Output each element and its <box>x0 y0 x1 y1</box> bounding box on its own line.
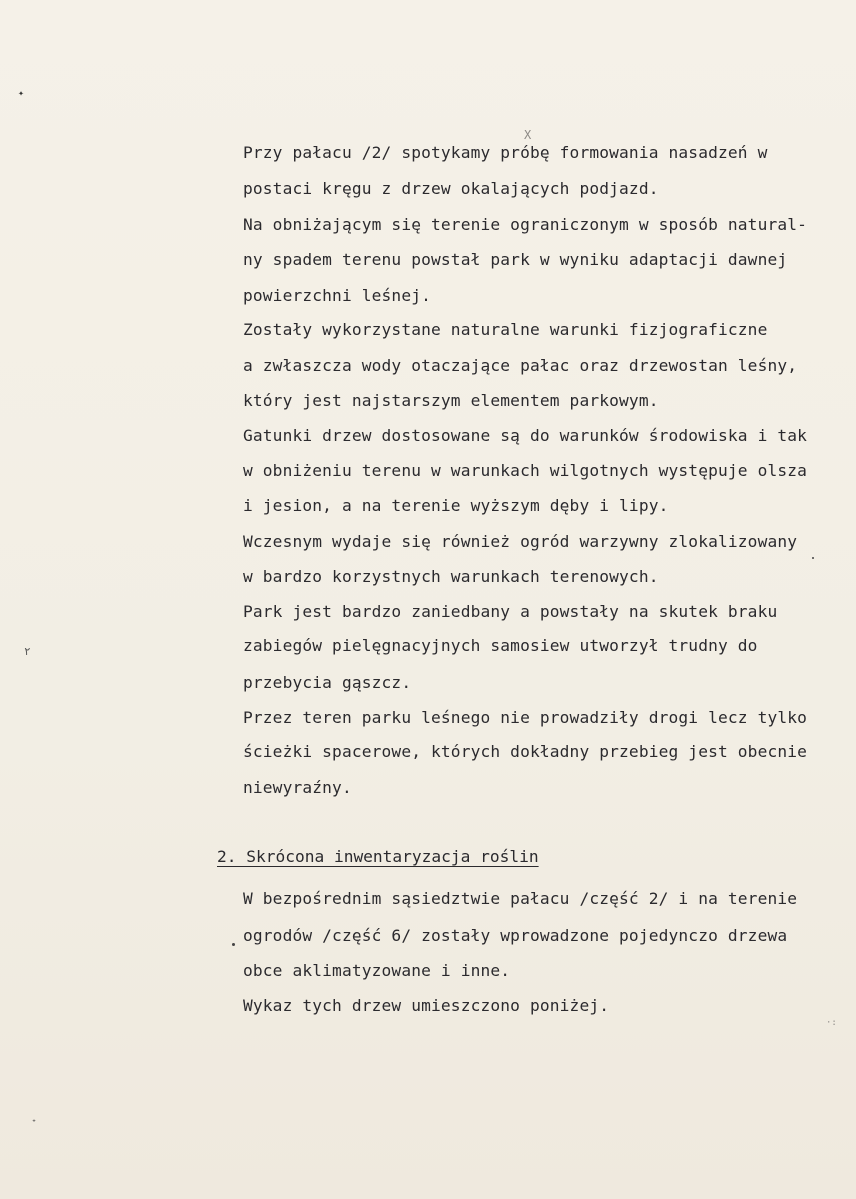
margin-speck: ᐩ <box>32 1118 36 1129</box>
text-line: Przez teren parku leśnego nie prowadziły drogi lecz tylko <box>243 708 808 727</box>
text-line: Zostały wykorzystane naturalne warunki fizjograficzne <box>243 320 768 339</box>
text-line: W bezpośrednim sąsiedztwie pałacu /część 2/ i na terenie <box>243 889 798 908</box>
text-line: Przy pałacu /2/ spotykamy próbę formowania nasadzeń w <box>243 143 768 162</box>
margin-speck: ٢ <box>24 645 31 658</box>
text-line: Park jest bardzo zaniedbany a powstały na skutek braku <box>243 602 778 621</box>
ink-speck <box>812 557 814 559</box>
text-line: ścieżki spacerowe, których dokładny przebieg jest obecnie <box>243 742 808 761</box>
top-mark: X <box>524 128 532 142</box>
text-line: a zwłaszcza wody otaczające pałac oraz drzewostan leśny, <box>243 356 798 375</box>
section-heading: 2. Skrócona inwentaryzacja roślin <box>217 847 539 866</box>
text-line: przebycia gąszcz. <box>243 673 412 692</box>
text-line: Na obniżającym się terenie ograniczonym w sposób natural- <box>243 215 808 234</box>
text-line: postaci kręgu z drzew okalających podjazd. <box>243 179 659 198</box>
margin-speck: ✦ <box>18 88 25 99</box>
text-line: Gatunki drzew dostosowane są do warunków środowiska i tak <box>243 426 808 445</box>
text-line: Wczesnym wydaje się również ogród warzywny zlokalizowany <box>243 532 798 551</box>
text-line: niewyraźny. <box>243 778 352 797</box>
text-line: ogrodów /część 6/ zostały wprowadzone pojedynczo drzewa <box>243 926 788 945</box>
text-line: i jesion, a na terenie wyższym dęby i lipy. <box>243 496 669 515</box>
text-line: Wykaz tych drzew umieszczono poniżej. <box>243 996 610 1015</box>
text-line: ny spadem terenu powstał park w wyniku adaptacji dawnej <box>243 250 788 269</box>
text-line: w bardzo korzystnych warunkach terenowych. <box>243 567 659 586</box>
text-line: zabiegów pielęgnacyjnych samosiew utworzył trudny do <box>243 636 758 655</box>
margin-speck: ·: <box>826 1018 837 1028</box>
text-line: który jest najstarszym elementem parkowym. <box>243 391 659 410</box>
text-line: w obniżeniu terenu w warunkach wilgotnych występuje olsza <box>243 461 808 480</box>
text-line: powierzchni leśnej. <box>243 286 432 305</box>
ink-speck <box>232 943 235 946</box>
text-line: obce aklimatyzowane i inne. <box>243 961 511 980</box>
